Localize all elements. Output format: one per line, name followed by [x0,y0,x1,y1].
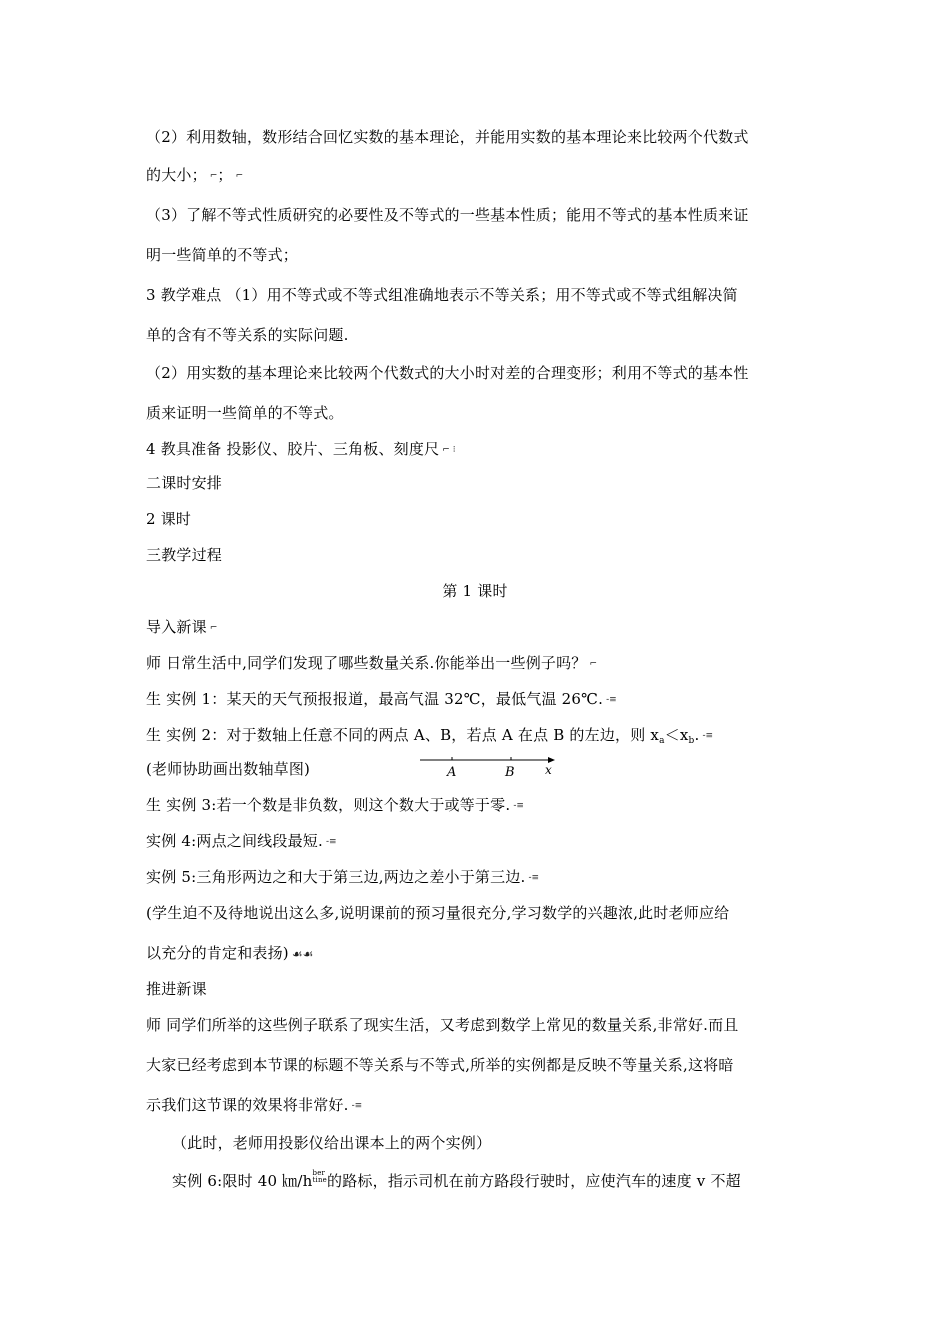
paragraph-line: 以充分的肯定和表扬) ☙☙ [146,942,313,965]
unit-annotation: ber tine [312,1169,328,1184]
marker-icon: ⌐ ⁝ [442,445,456,455]
paragraph-line: 大家已经考虑到本节课的标题不等关系与不等式,所举的实例都是反映不等量关系,这将暗 [146,1056,734,1074]
paragraph-line: 生 实例 2：对于数轴上任意不同的两点 A、B，若点 A 在点 B 的左边，则 $x_a<x_b$. -≡ [146,726,714,746]
marker-icon: -≡ [606,695,617,705]
marker-icon: -≡ [702,731,714,741]
axis-label: x [545,763,552,777]
marker-icon: ⌐ [589,659,598,669]
paragraph-line: 生 实例 1：某天的天气预报报道，最高气温 32℃，最低气温 26℃. -≡ [146,688,617,711]
paragraph-line: 示我们这节课的效果将非常好. -≡ [146,1094,362,1117]
paragraph-line: 师 日常生活中,同学们发现了哪些数量关系.你能举出一些例子吗？ ⌐ [146,652,597,675]
marker-icon: ⌐ [209,623,218,633]
marker-icon: ⌐ [235,171,244,181]
point-a-label: A [447,765,457,780]
number-line-diagram [418,754,568,780]
marker-icon: -≡ [351,1101,363,1111]
paragraph-line: 的大小； ⌐； ⌐ [146,164,243,187]
subsection-heading: 推进新课 [146,980,207,998]
paragraph-line: （2）用实数的基本理论来比较两个代数式的大小时对差的合理变形；利用不等式的基本性 [146,364,749,382]
paragraph-line: 师 同学们所举的这些例子联系了现实生活，又考虑到数学上常见的数量关系,非常好.而且 [146,1016,739,1034]
paragraph-line: 生 实例 3:若一个数是非负数，则这个数大于或等于零. -≡ [146,794,524,817]
paragraph-line: 明一些简单的不等式； [146,246,299,264]
paragraph-line: 质来证明一些简单的不等式。 [146,404,344,422]
section-heading: 三教学过程 [146,546,223,564]
ornament-icon: ☙☙ [291,947,314,961]
marker-icon: -≡ [528,873,540,883]
paragraph-line: (学生迫不及待地说出这么多,说明课前的预习量很充分,学习数学的兴趣浓,此时老师应给 [146,904,730,922]
paragraph-line: 实例 5:三角形两边之和大于第三边,两边之差小于第三边. -≡ [146,866,539,889]
paragraph-line: 3 教学难点 （1）用不等式或不等式组准确地表示不等关系；用不等式或不等式组解决简 [146,286,738,304]
section-heading: 二课时安排 [146,474,223,492]
marker-icon: -≡ [325,837,337,847]
paragraph-line: （此时，老师用投影仪给出课本上的两个实例） [172,1134,492,1152]
marker-icon: ⌐ [209,171,218,181]
lesson-title: 第 1 课时 [442,582,508,600]
paragraph-line: 实例 6:限时 40 ㎞/hber tine的路标，指示司机在前方路段行驶时，应使汽车的速度 v 不超 [172,1169,741,1190]
paragraph-line: 2 课时 [146,510,192,528]
paragraph-line: （3）了解不等式性质研究的必要性及不等式的一些基本性质；能用不等式的基本性质来证 [146,206,749,224]
marker-icon: -≡ [513,801,524,811]
point-b-label: B [505,765,515,780]
paragraph-line: 实例 4:两点之间线段最短. -≡ [146,830,337,853]
paragraph-line: （2）利用数轴，数形结合回忆实数的基本理论，并能用实数的基本理论来比较两个代数式 [146,128,749,146]
paragraph-line: 4 教具准备 投影仪、胶片、三角板、刻度尺 ⌐ ⁝ [146,438,456,461]
paragraph-line: (老师协助画出数轴草图) [146,760,311,778]
paragraph-line: 单的含有不等关系的实际问题. [146,326,349,344]
subsection-heading: 导入新课 ⌐ [146,616,217,639]
